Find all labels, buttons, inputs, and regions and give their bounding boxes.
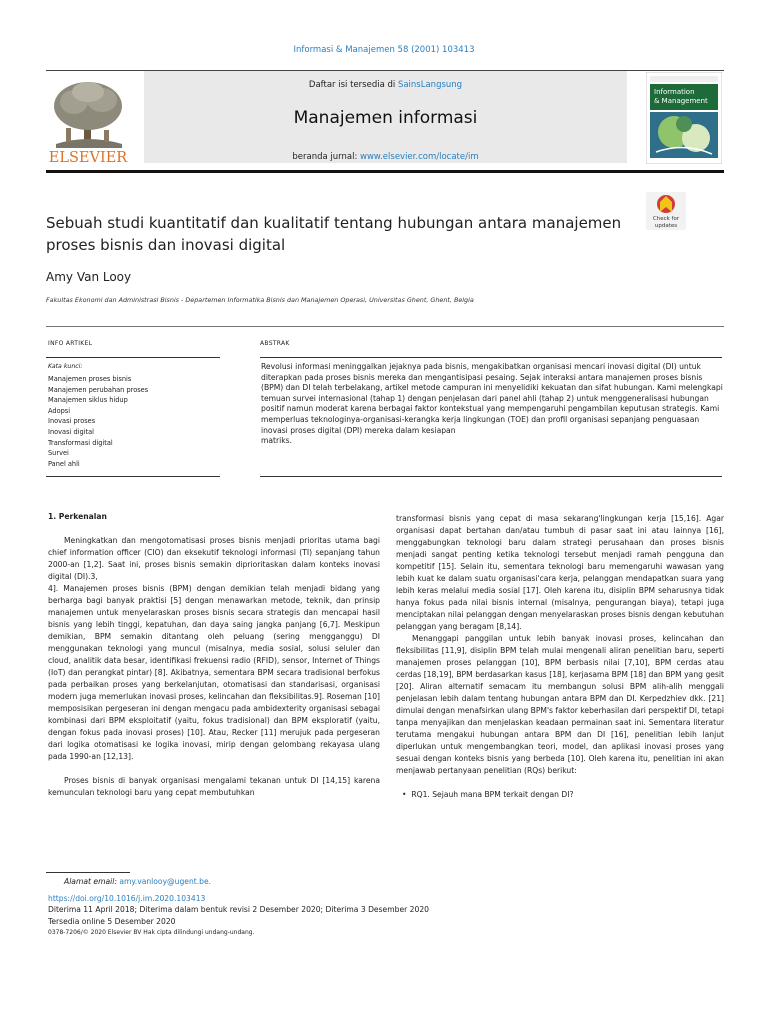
body-column-left <box>48 511 380 799</box>
keyword: Survei <box>48 449 69 458</box>
bullet-icon: • <box>402 790 412 799</box>
abstract-rule-top <box>260 357 722 358</box>
cover-title-1: Information <box>654 88 695 96</box>
keywords-list <box>48 374 218 469</box>
masthead-bottom-rule <box>46 170 724 173</box>
keyword: Adopsi <box>48 406 71 415</box>
keywords-label: Kata kunci: <box>48 363 83 370</box>
abstract-body: Revolusi informasi meninggalkan jejaknya pada bisnis, mengakibatkan organisasi mencari inovasi digital (DI) untuk diterapkan pada proses bisnis mereka dan mengantisipasi pesaing. Sejak interaksi antara manajemen proses bisnis (BPM) dan DI telah terbelakang, artikel metode campuran ini menyelidiki kekuatan dan sifat hubungan. Kami melengkapi temuan survei internasional (tahap 1) dengan penjelasan dari panel ahli (tahap 2) untuk menggeneralisasi hubungan positif namun moderat karena berbagai faktor kontekstual yang mempengaruhi pengambilan keputusan strategis. Kami memperluas teknologinya-organisasi-kerangka kerja lingkungan (TOE) dan profil organisasi sepanjang penguasaan inovasi proses digital (DPI) mereka dalam kesiapan <box>261 362 723 435</box>
keyword: Inovasi proses <box>48 417 96 426</box>
paragraph: Proses bisnis di banyak organisasi mengalami tekanan untuk DI [14,15] karena kemunculan teknologi baru yang cepat membutuhkan <box>48 776 380 797</box>
paragraph: Meningkatkan dan mengotomatisasi proses bisnis menjadi prioritas utama bagi chief information officer (CIO) dan eksekutif teknologi informasi (TI) sepanjang tahun 2000-an [1,2]. Saat ini, proses bisnis semakin diprioritaskan dalam konteks inovasi digital (DI).3, <box>48 536 380 581</box>
footnote-rule <box>46 872 130 873</box>
keyword: Manajemen siklus hidup <box>48 396 128 405</box>
journal-homepage: beranda jurnal: www.elsevier.com/locate/im <box>292 152 479 162</box>
info-rule-top <box>46 357 220 358</box>
info-rule-bottom <box>46 476 220 477</box>
keyword: Manajemen perubahan proses <box>48 385 149 394</box>
keyword: Panel ahli <box>48 459 80 468</box>
research-question: • RQ1. Sejauh mana BPM terkait dengan DI? <box>402 790 574 799</box>
abstract-end: matriks. <box>261 436 293 446</box>
elsevier-logo <box>46 76 131 164</box>
section-title: 1. Perkenalan <box>48 512 107 521</box>
author-name: Amy Van Looy <box>46 270 132 284</box>
email-line: Alamat email: amy.vanlooy@ugent.be. <box>64 877 212 886</box>
sciencedirect-link[interactable]: SainsLangsung <box>397 80 463 90</box>
abstract-text <box>261 362 723 447</box>
check-for-updates-badge[interactable] <box>646 192 686 230</box>
homepage-link[interactable]: www.elsevier.com/locate/im <box>360 152 479 162</box>
copyright: 0378-7206/© 2020 Elsevier BV Hak cipta dilindungi undang-undang. <box>48 929 255 936</box>
received-dates: Diterima 11 April 2018; Diterima dalam bentuk revisi 2 Desember 2020; Diterima 3 Desember 2020 <box>48 905 429 914</box>
check-label-1: Check for <box>652 216 680 222</box>
keyword: Transformasi digital <box>48 438 113 447</box>
contents-available: Daftar isi tersedia di SainsLangsung <box>308 80 463 90</box>
elsevier-wordmark: ELSEVIER <box>48 150 128 164</box>
article-footer <box>48 876 548 939</box>
paragraph: Menanggapi panggilan untuk lebih banyak inovasi proses, kelincahan dan fleksibilitas [11,9], disiplin BPM telah mulai mengenali aliran penelitian baru, seperti manajemen proses pelanggan [10], BPM berbasis nilai [7,10], BPM cerdas atau cerdas [18,19], BPM berdasarkan kasus [18], kerjasama BPM [18] dan BPM yang gesit [20]. Aliran alternatif semacam itu membangun solusi BPM alih-alih menggali penjelasan lebih dalam tentang hubungan antara BPM dan DI. Kerpedzhiev dkk. [21] dimulai dengan menafsirkan ulang BPM's faktor keberhasilan dari perspektif DI, tetapi tanpa menyajikan dan menjelaskan keadaan permainan saat ini. Sementara literatur terutama mengakui hubungan antara BPM dan DI [16], penelitian lebih lanjut diperlukan untuk mengembangkan teori, model, dan aplikasi inovasi proses yang sesuai dengan konteks bisnis yang berbeda [10]. Oleh karena itu, penelitian ini akan menjawab pertanyaan penelitian (RQs) berikut: <box>396 634 724 775</box>
cover-title-2: & Management <box>654 97 708 105</box>
keyword: Manajemen proses bisnis <box>48 375 132 383</box>
paragraph: transformasi bisnis yang cepat di masa sekarang'lingkungan kerja [15,16]. Agar organisasi dapat bertahan dan/atau tumbuh di pasar saat ini atau lainnya [16], menggabungkan teknologi baru dalam strategi perusahaan dan proses bisnis menjadi sangat penting ketika teknologi tersebut menjadi ramah pengguna dan kompetitif [15]. Selain itu, sementara teknologi baru memengaruhi wawasan yang lebih kuat ke dalam suatu organisasi'cara kerja, pelanggan mendapatkan suara yang lebih keras melalui media sosial [17]. Oleh karena itu, disiplin BPM seharusnya tidak hanya fokus pada nilai bisnis internal (misalnya, pengurangan biaya), tetapi juga menciptakan nilai pelanggan dengan menyelaraskan proses bisnis dengan kebutuhan pelanggan yang beragam [8,14]. <box>396 514 724 631</box>
online-date: Tersedia online 5 Desember 2020 <box>48 916 176 926</box>
paragraph: 4]. Manajemen proses bisnis (BPM) dengan demikian telah menjadi bidang yang berharga bagi banyak praktisi [5] dengan menawarkan metode, teknik, dan prinsip manajemen untuk menyelaraskan proses bisnis secara strategis dan mencapai hasil bisnis yang lebih tinggi, kepatuhan, dan daya saing jangka panjang [6,7]. Meskipun demikian, BPM semakin ditantang oleh peluang (sering mengganggu) DI menggunakan teknologi yang muncul (misalnya, media sosial, solusi seluler dan cloud, analitik data besar, identifikasi frekuensi radio (RFID), sensor, Internet of Things (IoT) dan perangkat pintar) [8]. Akibatnya, sementara BPM secara tradisional berfokus pada perbaikan proses yang berkelanjutan, otomatisasi dan standarisasi, organisasi modern juga memerlukan inovasi proses, kelincahan dan fleksibilitas.9]. Roseman [10] memposisikan pergeseran ini dengan mengacu pada ambidexterity organisasi sebagai kombinasi dari BPM eksploitatif (yaitu, fokus tradisional) dan BPM eksploratif (yaitu, dengan fokus pada inovasi proses) [10]. Atau, Recker [11] merujuk pada pergeseran dari logika otomatisasi ke logika inovasi, mirip dengan gelombang rekayasa ulang pada 1990-an [12,13]. <box>48 584 380 761</box>
doi-link[interactable]: https://doi.org/10.1016/j.im.2020.103413 <box>48 893 206 903</box>
body-column-right <box>396 513 724 801</box>
article-info-heading: INFO ARTIKEL <box>48 340 93 347</box>
journal-reference[interactable]: Informasi & Manajemen 58 (2001) 103413 <box>293 45 475 55</box>
journal-title: Manajemen informasi <box>293 108 478 128</box>
author-affiliation: Fakultas Ekonomi dan Administrasi Bisnis - Departemen Informatika Bisnis dan Manajemen Operasi, Universitas Ghent, Ghent, Belgia <box>46 296 474 304</box>
abstract-rule-bottom <box>260 476 722 477</box>
abstract-heading: ABSTRAK <box>260 340 290 347</box>
article-title: Sebuah studi kuantitatif dan kualitatif tentang hubungan antara manajemen proses bisnis dan inovasi digital <box>46 214 622 254</box>
email-link[interactable]: amy.vanlooy@ugent.be. <box>119 877 212 886</box>
header-separator <box>46 326 724 327</box>
check-label-2: updates <box>654 223 678 229</box>
journal-cover[interactable] <box>646 72 722 164</box>
keyword: Inovasi digital <box>48 427 94 436</box>
